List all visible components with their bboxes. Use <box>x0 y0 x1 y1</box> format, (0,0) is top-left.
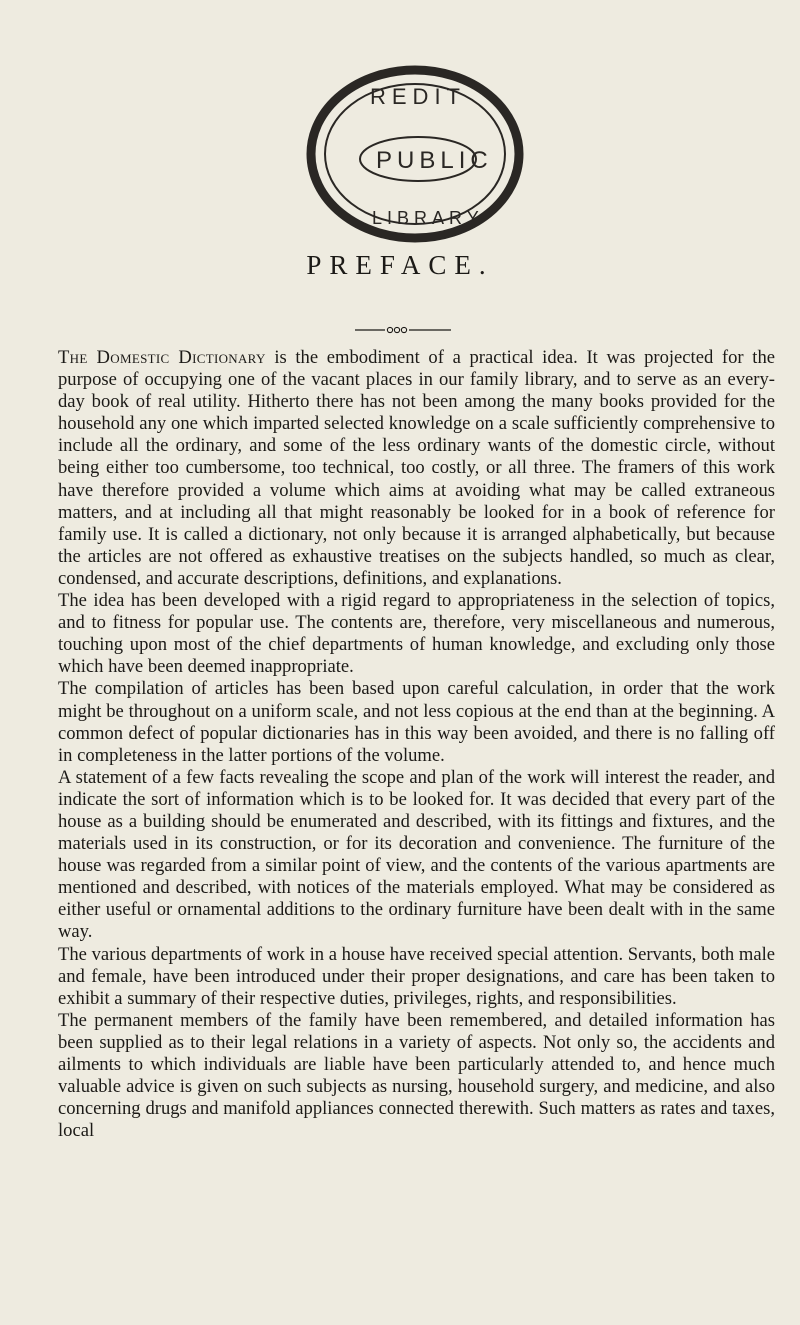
paragraph <box>58 767 775 944</box>
paragraph-text: The compilation of articles has been based upon careful calculation, in order that the work might be throughout on a uniform scale, and not less copious at the end than at the beginning. A common defect of popular dictionaries has in this way been avoided, and there is no falling off in completeness in the latter portions of the volume. <box>58 678 775 766</box>
paragraph-text: A statement of a few facts revealing the scope and plan of the work will interest the reader, and indicate the sort of information which is to be looked for. It was decided that every part of the house as a building should be enumerated and described, with its fittings and fixtures, and the materials used in its construction, or for its decoration and convenience. The furniture of the house was regarded from a similar point of view, and the contents of the various apartments are mentioned and described, with notices of the materials employed. What may be considered as either useful or ornamental additions to the ordinary furniture have been dealt with in the same way. <box>58 766 775 943</box>
stamp-top-text: REDIT <box>370 84 466 109</box>
stamp-middle-text: PUBLIC <box>376 147 493 174</box>
page-title: PREFACE. <box>306 250 494 280</box>
paragraph <box>58 944 775 1010</box>
paragraph <box>58 1010 775 1143</box>
library-stamp <box>300 44 530 254</box>
paragraph-text: is the embodiment of a practical idea. It was projected for the purpose of occupying one of the vacant places in our family library, and to serve as an every-day book of real utility. Hitherto there has not been among the many books provided for the household any one which imparted selected knowledge on a scale sufficiently comprehensive to include all the ordinary, and some of the less ordinary wants of the domestic circle, without being either too cumbersome, too technical, too costly, or all three. The framers of this work have therefore provided a volume which aims at avoiding what may be called extraneous matters, and at including all that might reasonably be looked for in a book of reference for family use. It is called a dictionary, not only because it is arranged alphabetically, but because the articles are not offered as exhaustive treatises on the subjects handled, so much as clear, condensed, and accurate descriptions, definitions, and explanations. <box>58 347 775 589</box>
paragraph <box>58 678 775 766</box>
paragraph-text: The various departments of work in a house have received special attention. Servants, both male and female, have been introduced under their proper designations, and care has been taken to exhibit a summary of their respective duties, privileges, rights, and responsibilities. <box>58 943 775 1009</box>
stamp-bottom-text: LIBRARY <box>372 208 484 228</box>
preface-body <box>58 347 775 1142</box>
paragraph-text: The permanent members of the family have been remembered, and detailed information has been supplied as to their legal relations in a variety of aspects. Not only so, the accidents and ailments to which individuals are liable have been particularly attended to, and hence much valuable advice is given on such subjects as nursing, household surgery, and medicine, and also concerning drugs and manifold appliances connected therewith. Such matters as rates and taxes, local <box>58 1009 775 1142</box>
dictionary-title: The Domestic Dictionary <box>58 347 266 368</box>
paragraph <box>58 590 775 678</box>
paragraph <box>58 347 775 590</box>
paragraph-text: The idea has been developed with a rigid regard to appropriateness in the selection of topics, and to fitness for popular use. The contents are, therefore, very miscellaneous and numerous, touching upon most of the chief departments of human knowledge, and excluding only those which have been deemed inappropriate. <box>58 590 775 678</box>
ornamental-divider <box>355 325 451 335</box>
